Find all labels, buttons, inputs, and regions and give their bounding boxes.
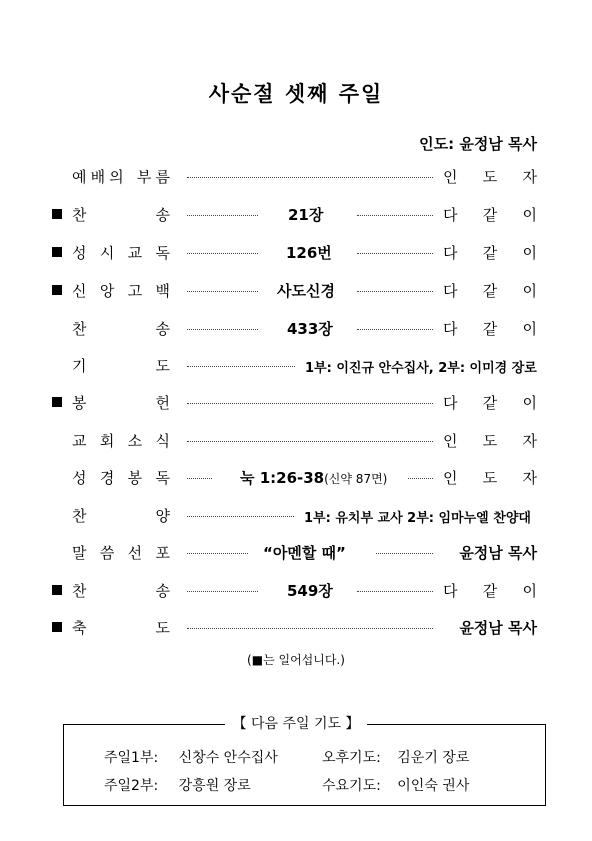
row-label: 말 씀 선 포 (72, 544, 170, 562)
stand-bullet-icon (52, 585, 62, 595)
row-label: 성 경 봉 독 (72, 469, 170, 487)
row-label: 찬 송 (72, 206, 170, 224)
row-responder: 윤정남 목사 (459, 619, 537, 637)
stand-bullet-icon (52, 209, 62, 219)
dot-leader (187, 329, 258, 330)
worship-row (0, 580, 592, 604)
dot-leader (187, 215, 258, 216)
dot-leader (357, 591, 433, 592)
row-label: 축 도 (72, 619, 170, 637)
row-responder: 윤정남 목사 (459, 544, 537, 562)
dot-leader (357, 215, 433, 216)
worship-leader: 인도: 윤정남 목사 (419, 135, 537, 153)
row-label: 봉 헌 (72, 394, 170, 412)
row-responder: 인 도 자 (443, 432, 537, 450)
worship-row (0, 392, 592, 416)
row-responder: 다 같 이 (443, 206, 537, 224)
row-content: 549장 (287, 582, 333, 600)
row-responder: 다 같 이 (443, 244, 537, 262)
dot-leader (357, 329, 433, 330)
row-label: 찬 송 (72, 320, 170, 338)
row-responder: 다 같 이 (443, 394, 537, 412)
dot-leader (187, 628, 433, 629)
row-content: 433장 (287, 320, 333, 338)
row-label: 신 앙 고 백 (72, 282, 170, 300)
worship-row (0, 166, 592, 190)
dot-leader (187, 366, 295, 367)
worship-row (0, 355, 592, 379)
worship-row (0, 617, 592, 641)
prayer-item: 주일1부: 신창수 안수집사 (104, 750, 278, 766)
standing-note: (■는 일어섭니다.) (247, 653, 345, 667)
prayer-item: 오후기도: 김운기 장로 (322, 750, 470, 766)
row-responder: 다 같 이 (443, 282, 537, 300)
worship-row (0, 318, 592, 342)
next-week-title: 【 다음 주일 기도 】 (0, 713, 592, 733)
row-label: 성 시 교 독 (72, 244, 170, 262)
dot-leader (357, 253, 433, 254)
row-content: “아멘할 때” (263, 544, 346, 562)
row-label: 찬 송 (72, 582, 170, 600)
row-content: 1부: 유치부 교사 2부: 임마누엘 찬양대 (304, 511, 531, 526)
row-content: 사도신경 (277, 282, 335, 300)
worship-row (0, 542, 592, 566)
row-label: 기 도 (72, 357, 170, 375)
worship-row (0, 505, 592, 529)
dot-leader (408, 478, 433, 479)
dot-leader (187, 553, 248, 554)
dot-leader (187, 516, 294, 517)
dot-leader (187, 253, 258, 254)
worship-row (0, 430, 592, 454)
dot-leader (376, 553, 433, 554)
row-label: 예 배 의 부 름 (72, 168, 170, 186)
worship-row (0, 242, 592, 266)
page-title: 사순절 셋째 주일 (208, 82, 384, 106)
prayer-item: 수요기도: 이인숙 권사 (322, 778, 470, 794)
dot-leader (187, 291, 258, 292)
prayer-item: 주일2부: 강흥원 장로 (104, 778, 251, 794)
dot-leader (187, 591, 258, 592)
row-responder: 인 도 자 (443, 168, 537, 186)
row-content: 21장 (288, 206, 324, 224)
dot-leader (357, 291, 433, 292)
stand-bullet-icon (52, 285, 62, 295)
dot-leader (187, 441, 433, 442)
row-responder: 다 같 이 (443, 582, 537, 600)
dot-leader (187, 177, 433, 178)
row-label: 교 회 소 식 (72, 432, 170, 450)
worship-row (0, 280, 592, 304)
worship-row (0, 204, 592, 228)
row-label: 찬 양 (72, 507, 170, 525)
stand-bullet-icon (52, 397, 62, 407)
worship-row (0, 467, 592, 491)
stand-bullet-icon (52, 247, 62, 257)
row-content: 1부: 이진규 안수집사, 2부: 이미경 장로 (305, 361, 537, 376)
row-responder: 인 도 자 (443, 469, 537, 487)
dot-leader (187, 478, 212, 479)
row-content: 126번 (286, 244, 332, 262)
row-content: 눅 1:26-38(신약 87면) (240, 469, 388, 487)
dot-leader (187, 403, 433, 404)
row-responder: 다 같 이 (443, 320, 537, 338)
stand-bullet-icon (52, 622, 62, 632)
